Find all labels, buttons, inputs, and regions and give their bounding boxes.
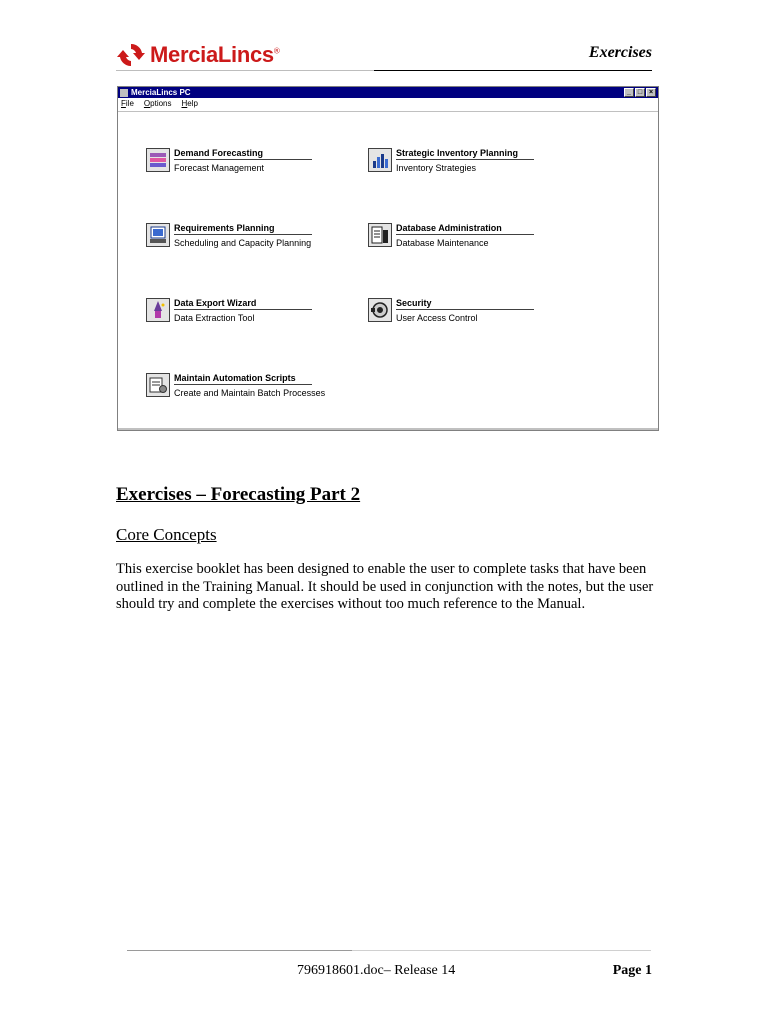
page-header-title: Exercises (588, 44, 652, 61)
tile-title: Requirements Planning (174, 223, 312, 235)
tile-subtitle: Data Extraction Tool (174, 313, 255, 323)
menu-options[interactable]: Options (143, 99, 172, 108)
tile-subtitle: User Access Control (396, 313, 478, 323)
tile-subtitle: Inventory Strategies (396, 163, 477, 173)
forecast-icon (146, 148, 170, 172)
section-heading: Exercises – Forecasting Part 2 (116, 484, 361, 505)
window-title: MerciaLincs PC (131, 88, 191, 97)
app-window-screenshot (117, 86, 659, 431)
intro-paragraph: This exercise booklet has been designed to enable the user to complete tasks that have been outlined in the Training Manual. It should be used in conjunction with the notes, but the user should try and complete the exercises without too much reference to the Manual. (116, 561, 654, 612)
tile-title: Database Administration (396, 223, 534, 235)
close-button[interactable]: × (646, 88, 656, 97)
window-client-area (118, 111, 658, 430)
menu-bar (118, 98, 658, 109)
footer-divider-accent (127, 950, 352, 951)
tile-subtitle: Forecast Management (174, 163, 265, 173)
tile-title: Data Export Wizard (174, 298, 312, 310)
maximize-button[interactable]: □ (635, 88, 645, 97)
tile-title: Maintain Automation Scripts (174, 373, 312, 385)
menu-file[interactable]: File (121, 99, 134, 108)
footer-document-name: 796918601.doc– Release 14 (297, 963, 456, 978)
footer-page-number: Page 1 (612, 963, 652, 978)
tile-title: Demand Forecasting (174, 148, 312, 160)
wizard-icon (146, 298, 170, 322)
bar-chart-icon (368, 148, 392, 172)
header-divider-accent (116, 70, 374, 71)
section-subheading: Core Concepts (116, 525, 217, 544)
lock-icon (368, 298, 392, 322)
logo-arrows-icon (116, 40, 146, 70)
tile-subtitle: Scheduling and Capacity Planning (174, 238, 312, 248)
tile-title: Security (396, 298, 534, 310)
tile-subtitle: Database Maintenance (396, 238, 489, 248)
tile-subtitle: Create and Maintain Batch Processes (174, 388, 326, 398)
minimize-button[interactable]: _ (624, 88, 634, 97)
logo-text: MerciaLincs® (150, 42, 280, 67)
tile-title: Strategic Inventory Planning (396, 148, 534, 160)
database-icon (368, 223, 392, 247)
calendar-icon (146, 223, 170, 247)
menu-help[interactable]: Help (181, 99, 198, 108)
window-bottom-edge (118, 428, 658, 430)
window-titlebar (118, 87, 658, 98)
merciallincs-logo (116, 40, 279, 70)
script-icon (146, 373, 170, 397)
system-menu-icon[interactable] (120, 89, 128, 97)
